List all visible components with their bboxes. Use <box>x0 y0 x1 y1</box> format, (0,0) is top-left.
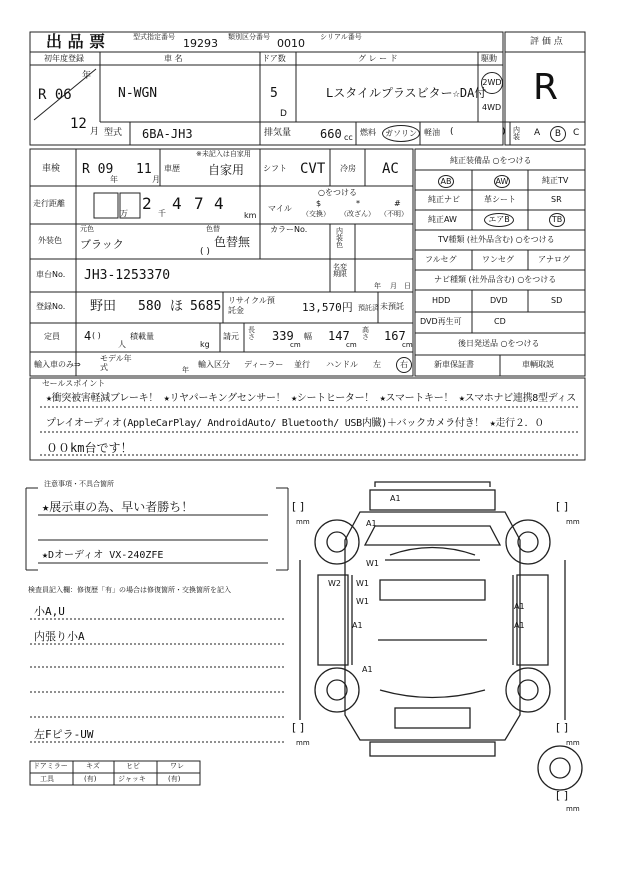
inspector-title: 検査員記入欄：修復歴「有」の場合は修復箇所・交換箇所を記入 <box>28 586 231 594</box>
reg-place: 野田 <box>90 299 117 314</box>
year-unit: 年 <box>82 71 92 81</box>
fuel-paren-open: ( <box>450 127 454 137</box>
eval-label: 評 価 点 <box>530 37 563 47</box>
color-change-label: 色替 <box>206 225 220 233</box>
tv-analog: アナログ <box>538 255 570 264</box>
first-reg-era: R 06 <box>38 87 72 103</box>
tire-fr-mm: mm <box>566 518 580 526</box>
handle-right: 右 <box>396 357 412 373</box>
tire-rr-mm: mm <box>566 739 580 747</box>
equip-airbag: エアB <box>484 213 514 227</box>
dvd-playable: DVD再生可 <box>420 317 462 326</box>
mileage-digit-2: 4 <box>172 194 182 213</box>
equip-ab: AB <box>438 175 454 188</box>
shift-label: シフト <box>263 164 287 173</box>
sales-line-3: ００km台です！ <box>46 441 133 455</box>
equip-aw: AW <box>495 177 509 186</box>
legend-jack: ジャッキ <box>118 775 146 783</box>
notes-line-1: ★展示車の為、早い者勝ち！ <box>42 500 194 514</box>
class-no-label: 類別区分番号 <box>228 33 270 41</box>
tv-oneseg: ワンセグ <box>482 255 514 264</box>
sales-line-1: ★衝突被害軽減ブレーキ！ ★リヤパーキングセンサー！ ★シートヒーター！ ★スマートキー！ ★スマホナビ連携8型ディス <box>46 393 577 404</box>
model-name: N-WGN <box>118 86 158 101</box>
capacity-label: 定員 <box>44 332 60 341</box>
import-label: 輸入車のみ⇒ <box>34 360 81 369</box>
tire-fl-mm: mm <box>296 518 310 526</box>
height-unit: cm <box>402 341 413 349</box>
drive-2wd: 2WD <box>481 72 503 94</box>
legend-scratch: キズ <box>86 762 100 770</box>
interior-label: 内装 <box>513 126 520 141</box>
width-unit: cm <box>346 341 357 349</box>
history-note: ※未記入は自家用 <box>196 150 251 158</box>
ac-value: AC <box>382 161 399 177</box>
form-title: 出 品 票 <box>46 32 106 51</box>
meigi-month: 月 <box>390 282 397 290</box>
grade-label: グ レ ー ド <box>358 54 398 63</box>
import-kind-label: 輸入区分 <box>198 360 230 369</box>
ship-warranty: 新車保証書 <box>434 360 474 369</box>
navi-hdd: HDD <box>432 296 451 305</box>
katashiki-value: 6BA-JH3 <box>142 127 193 141</box>
displacement-value: 660 <box>320 127 342 141</box>
tire-fl-bracket: [ ] <box>292 500 305 513</box>
katashiki-label: 型式 <box>104 128 123 138</box>
mile-option: マイル <box>268 204 292 213</box>
equip-genuine-aw: 純正AW <box>428 215 457 224</box>
shaken-label: 車検 <box>42 164 61 174</box>
damage-right-door: A1 <box>514 602 525 611</box>
colorno-label: カラーNo. <box>270 225 308 234</box>
first-reg-month: 12 <box>70 116 87 132</box>
equip-navi: 純正ナビ <box>428 195 460 204</box>
mileage-digit-4: 4 <box>214 194 224 213</box>
height-value: 167 <box>384 329 406 343</box>
mileage-label: 走行距離 <box>33 199 65 208</box>
handle-label: ハンドル <box>326 360 358 369</box>
notes-line-2: ★Dオーディオ VX-240ZFE <box>42 550 164 561</box>
load-unit: kg <box>200 340 210 349</box>
ship-title: 後日発送品 ○をつける <box>458 339 540 348</box>
navi-dvd: DVD <box>490 296 508 305</box>
damage-left-rear-door: A1 <box>352 621 363 630</box>
interior-c: C <box>573 128 580 138</box>
tire-fr-bracket: [ ] <box>556 500 569 513</box>
equip-tv: 純正TV <box>542 176 569 185</box>
reg-number: 5685 <box>190 299 222 314</box>
damage-right-rear-door: A1 <box>514 621 525 630</box>
damage-rear-left: A1 <box>362 665 373 674</box>
shaken-month-unit: 月 <box>152 175 160 184</box>
inspector-line-5: 左Fピラ-UW <box>34 728 94 741</box>
fuel-label: 燃料 <box>360 128 376 137</box>
meigi-day: 日 <box>404 282 411 290</box>
width-value: 147 <box>328 329 350 343</box>
damage-front-bumper: A1 <box>390 494 401 503</box>
legend-tools-value: (有) <box>84 775 97 783</box>
reg-kana: ほ <box>170 299 184 314</box>
damage-front-left: A1 <box>366 519 377 528</box>
sales-title: セールスポイント <box>42 379 106 388</box>
exchange-sym: $ <box>316 199 322 208</box>
legend-crack: ヒビ <box>126 762 140 770</box>
grade-value: Lスタイルプラスビター☆DA付 <box>326 86 487 100</box>
shaken-month: 11 <box>136 162 152 177</box>
inspector-line-1: 小A,U <box>34 605 65 618</box>
reg-label: 登録No. <box>36 302 66 311</box>
model-year-label: モデル年式 <box>100 354 132 372</box>
doors-label: ドア数 <box>262 54 286 63</box>
tire-rl-bracket: [ ] <box>292 721 305 734</box>
orig-color: ブラック <box>80 238 124 251</box>
formal-no: 19293 <box>183 37 218 50</box>
interior-b: B <box>550 126 566 142</box>
mileage-digit-3: 7 <box>194 194 204 213</box>
eval-score: R <box>533 67 559 108</box>
navi-sd: SD <box>551 296 563 305</box>
first-reg-label: 初年度登録 <box>44 54 84 63</box>
shaken-value: R 09 <box>82 162 114 177</box>
chassis-label: 車台No. <box>36 270 66 279</box>
unknown-option: （不明） <box>380 210 408 218</box>
damage-left-window: W1 <box>356 597 369 606</box>
interior-color-label: 内装色 <box>336 227 343 249</box>
recycle-amount: 13,570円 <box>302 301 353 314</box>
legend-jack-value: (有) <box>168 775 181 783</box>
class-no: 0010 <box>277 37 305 50</box>
light-oil: 軽油 <box>424 128 440 137</box>
model-name-label: 車 名 <box>164 54 183 63</box>
damage-left-pillar: W2 <box>328 579 341 588</box>
sales-line-2: プレイオーディオ(AppleCarPlay/ AndroidAuto/ Bluetooth/ USB内臓)＋バックカメラ付き！ ★走行２．０ <box>46 418 544 429</box>
drive-label: 駆動 <box>481 54 497 63</box>
car-diagram <box>300 482 582 790</box>
tire-rl-mm: mm <box>296 739 310 747</box>
tire-rr-bracket: [ ] <box>556 721 569 734</box>
history-value: 自家用 <box>208 163 245 177</box>
displacement-label: 排気量 <box>264 128 292 138</box>
cd-option: CD <box>494 317 506 326</box>
orig-color-label: 元色 <box>80 225 94 233</box>
chassis-value: JH3-1253370 <box>84 268 171 283</box>
formal-no-label: 型式指定番号 <box>133 33 175 41</box>
reg-class: 580 <box>138 299 162 314</box>
legend-tools: 工具 <box>40 775 54 783</box>
capacity-value: 4 <box>84 329 92 343</box>
recycle-unpaid: 未預託 <box>380 302 404 311</box>
color-change-paren: ( ) <box>200 247 210 257</box>
ship-manual: 車輌取説 <box>522 360 554 369</box>
capacity-paren: ( ) <box>92 331 101 340</box>
cc-unit: cc <box>344 133 353 142</box>
tire-spare-mm: mm <box>566 805 580 813</box>
tampered-sym: * <box>356 199 360 208</box>
height-label: 高さ <box>362 326 369 341</box>
width-label: 幅 <box>304 332 312 341</box>
length-label: 長さ <box>248 326 255 341</box>
length-value: 339 <box>272 329 294 343</box>
man-unit: 万 <box>120 209 128 218</box>
model-year-unit: 年 <box>182 366 189 374</box>
door-type: D <box>280 109 287 119</box>
kiyo-label: 請元 <box>223 332 239 341</box>
dealer-option: ディーラー <box>244 360 284 369</box>
shaken-year: 年 <box>110 175 118 184</box>
equip-title: 純正装備品 ○をつける <box>450 156 532 165</box>
equip-leather: 革シート <box>484 195 516 204</box>
mileage-digit-1: 2 <box>142 194 152 213</box>
serial-label: シリアル番号 <box>320 33 362 41</box>
equip-tb: TB <box>549 213 565 227</box>
parallel-option: 並行 <box>294 360 310 369</box>
drive-4wd: 4WD <box>482 103 502 112</box>
meigi-year: 年 <box>374 282 381 290</box>
month-unit: 月 <box>90 127 100 137</box>
damage-windshield: W1 <box>366 559 379 568</box>
navi-title: ナビ種類 (社外品含む) ○をつける <box>434 275 557 284</box>
tv-title: TV種類 (社外品含む) ○をつける <box>438 235 555 244</box>
mileage-circle-note: ○をつける <box>318 188 357 197</box>
color-label: 外装色 <box>38 236 62 245</box>
recycle-status: 預託済 <box>358 304 379 312</box>
inspector-line-2: 内張り小A <box>34 630 85 643</box>
sen-unit: 千 <box>158 209 166 218</box>
door-count: 5 <box>270 86 278 101</box>
damage-left-door: W1 <box>356 579 369 588</box>
ac-label: 冷房 <box>340 164 356 173</box>
tire-spare-bracket: [ ] <box>556 789 569 802</box>
legend-mirror: ドアミラー <box>33 762 68 770</box>
meigi-label: 名変期限 <box>333 263 347 278</box>
recycle-label: リサイクル預託金 <box>228 296 275 315</box>
km-unit: km <box>244 211 257 220</box>
unknown-sym: # <box>394 199 401 208</box>
legend-break: ワレ <box>170 762 184 770</box>
shift-value: CVT <box>300 161 326 177</box>
fuel-gasoline: ガソリン <box>382 125 420 142</box>
exchange-option: （交換） <box>302 210 330 218</box>
interior-a: A <box>534 128 541 138</box>
length-unit: cm <box>290 341 301 349</box>
tv-fullseg: フルセグ <box>425 255 457 264</box>
color-change: 色替無 <box>214 235 251 249</box>
load-label: 積載量 <box>130 332 154 341</box>
tampered-option: （改ざん） <box>340 210 375 218</box>
equip-sr: SR <box>551 195 562 204</box>
handle-left: 左 <box>373 360 381 369</box>
history-label: 車歴 <box>164 164 180 173</box>
notes-title: 注意事項・不具合箇所 <box>44 480 114 488</box>
capacity-unit: 人 <box>118 340 126 349</box>
fuel-paren-close: ) <box>502 127 506 137</box>
